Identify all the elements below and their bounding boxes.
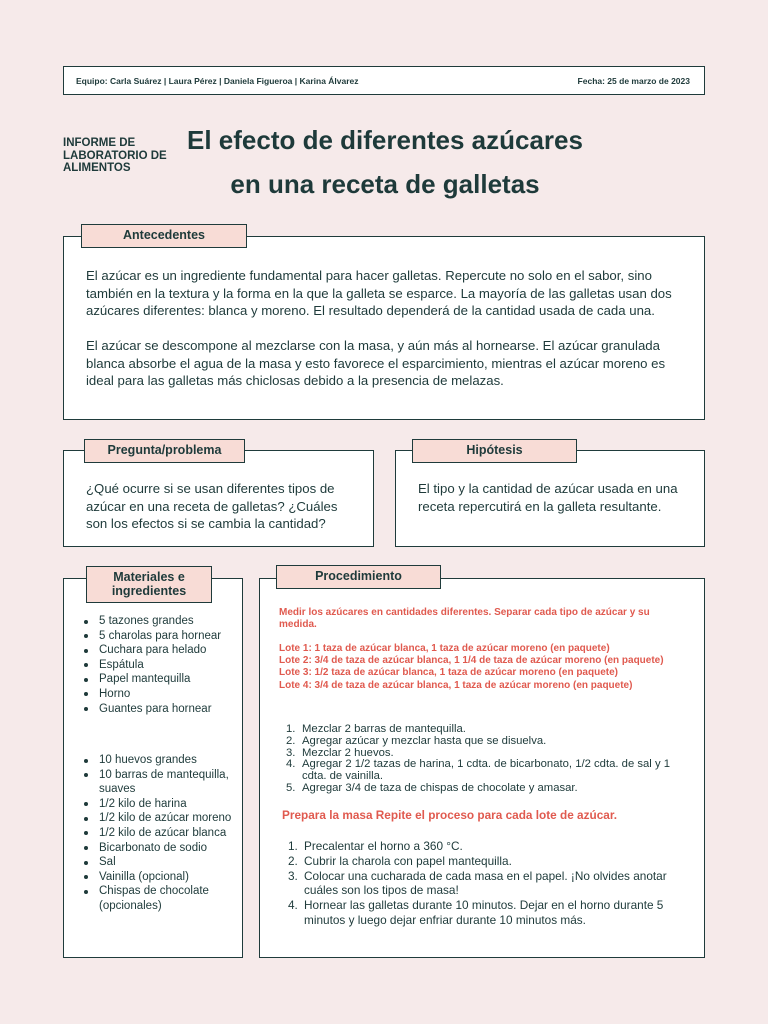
title-line-2: en una receta de galletas [230, 169, 540, 199]
lotes-list [279, 643, 699, 692]
mezcla-steps [282, 724, 687, 795]
step-text: Agregar 3/4 de taza de chispas de chocolate y amasar. [302, 781, 578, 794]
lote-item: Lote 2: 3/4 de taza de azúcar blanca, 1 1/4 de taza de azúcar moreno (en paquete) [279, 655, 664, 667]
horneado-steps [284, 839, 684, 928]
list-item: Guantes para hornear [81, 702, 239, 717]
pregunta-label: Pregunta/problema [84, 439, 245, 463]
report-type-label: INFORME DE LABORATORIO DE ALIMENTOS [63, 137, 167, 175]
lote-item: Lote 1: 1 taza de azúcar blanca, 1 taza de azúcar moreno (en paquete) [279, 643, 610, 654]
pregunta-text: ¿Qué ocurre si se usan diferentes tipos de azúcar en una receta de galletas? ¿Cuáles son los efectos si se cambia la cantidad? [86, 481, 338, 531]
list-item: 1/2 kilo de azúcar blanca [81, 826, 239, 841]
step-text: Agregar 2 1/2 tazas de harina, 1 cdta. de bicarbonato, 1/2 cdta. de sal y 1 cdta. de vainilla. [302, 758, 671, 783]
antecedentes-tab-line [63, 236, 83, 237]
step-item: 1. Precalentar el horno a 360 °C. [288, 839, 463, 853]
title-line-1: El efecto de diferentes azúcares [187, 125, 583, 155]
list-item: 5 tazones grandes [81, 614, 239, 629]
step-text: Cubrir la charola con papel mantequilla. [304, 853, 512, 868]
step-item: 3. Mezclar 2 huevos. [286, 746, 394, 759]
step-text: Precalentar el horno a 360 °C. [304, 839, 463, 853]
step-text: Colocar una cucharada de cada masa en el papel. ¡No olvides anotar cuáles son los tipos de masa! [304, 868, 667, 898]
procedimiento-intro: Medir los azúcares en cantidades diferentes. Separar cada tipo de azúcar y su medida. [279, 607, 650, 631]
lote-item: Lote 3: 1/2 taza de azúcar blanca, 1 taza de azúcar moreno (en paquete) [279, 667, 618, 679]
team-names: Equipo: Carla Suárez | Laura Pérez | Daniela Figueroa | Karina Álvarez [76, 75, 359, 86]
step-text: Mezclar 2 barras de mantequilla. [302, 723, 466, 735]
procedimiento-label: Procedimiento [276, 565, 441, 589]
antecedentes-paragraph-2: El azúcar se descompone al mezclarse con la masa, y aún más al hornearse. El azúcar granulada blanca absorbe el agua de la masa y esto favorece el esparcimiento, mientras el azúcar moreno es ideal para las galletas más chiclosas debido a la presencia de melazas. [86, 338, 666, 388]
hipotesis-label: Hipótesis [412, 439, 577, 463]
step-item: 2. Agregar azúcar y mezclar hasta que se disuelva. [286, 734, 547, 747]
hipotesis-text: El tipo y la cantidad de azúcar usada en una receta repercutirá en la galleta resultante. [418, 481, 678, 514]
list-item: Papel mantequilla [81, 672, 239, 687]
list-item: Cuchara para helado [81, 643, 239, 658]
list-item: 1/2 kilo de azúcar moreno [81, 811, 239, 826]
lote-item: Lote 4: 3/4 de taza de azúcar blanca, 1 taza de azúcar moreno (en paquete) [279, 679, 633, 691]
antecedentes-label: Antecedentes [81, 224, 247, 248]
list-item: Espátula [81, 658, 239, 673]
step-text: Mezclar 2 huevos. [302, 746, 394, 759]
step-item: 1. Mezclar 2 barras de mantequilla. [286, 723, 466, 735]
list-item: 1/2 kilo de harina [81, 797, 239, 812]
list-item: Horno [81, 687, 239, 702]
step-text: Hornear las galletas durante 10 minutos. Dejar en el horno durante 5 minutos y luego dejar enfriar durante 10 minutos más. [304, 898, 664, 927]
list-item: 5 charolas para hornear [81, 629, 239, 644]
antecedentes-box [63, 236, 705, 420]
procedimiento-subheading: Prepara la masa Repite el proceso para cada lote de azúcar. [282, 808, 618, 822]
list-item: Chispas de chocolate (opcionales) [81, 884, 239, 913]
report-date: Fecha: 25 de marzo de 2023 [577, 75, 690, 86]
list-item: 10 barras de mantequilla, suaves [81, 768, 239, 797]
materiales-label: Materiales e ingredientes [86, 566, 212, 603]
list-item: Sal [81, 855, 239, 870]
step-item: 2. Cubrir la charola con papel mantequilla. [288, 853, 512, 868]
step-item: 3. Colocar una cucharada de cada masa en el papel. ¡No olvides anotar cuáles son los tipos de masa! [288, 868, 667, 898]
materiales-list [81, 614, 239, 716]
antecedentes-paragraph-1: El azúcar es un ingrediente fundamental para hacer galletas. Repercute no solo en el sabor, sino también en la textura y la forma en la que la galleta se esparce. La mayoría de las galletas usan dos azúcares diferentes: blanca y moreno. El resultado dependerá de la cantidad usada de cada una. [86, 268, 672, 318]
list-item: 10 huevos grandes [81, 753, 239, 768]
step-item: 4. Agregar 2 1/2 tazas de harina, 1 cdta. de bicarbonato, 1/2 cdta. de sal y 1 cdta. de vainilla. [286, 758, 671, 783]
list-item: Vainilla (opcional) [81, 870, 239, 885]
list-item: Bicarbonato de sodio [81, 841, 239, 856]
step-item: 4. Hornear las galletas durante 10 minutos. Dejar en el horno durante 5 minutos y luego dejar enfriar durante 10 minutos más. [288, 898, 664, 927]
step-text: Agregar azúcar y mezclar hasta que se disuelva. [302, 734, 547, 747]
ingredientes-list [81, 753, 239, 914]
header-strip [63, 66, 705, 95]
step-item: 5. Agregar 3/4 de taza de chispas de chocolate y amasar. [286, 781, 578, 794]
page-title [165, 118, 605, 206]
